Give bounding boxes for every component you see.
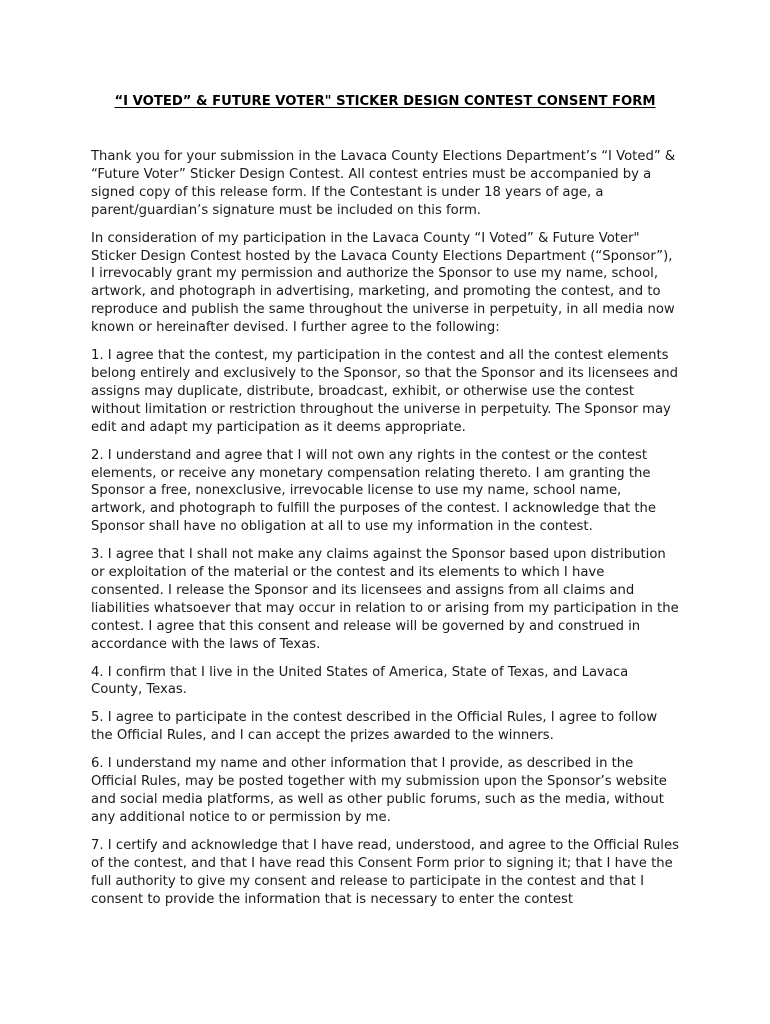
- form-body: [91, 148, 680, 918]
- clause-5-paragraph: 5. I agree to participate in the contest described in the Official Rules, I agree to follow the Official Rules, and I can accept the prizes awarded to the winners.: [91, 710, 658, 744]
- clause-3-paragraph: 3. I agree that I shall not make any claims against the Sponsor based upon distribution or exploitation of the material or the contest and its elements to which I have consented. I release the Sponsor and its licensees and assigns from all claims and liabilities whatsoever that may occur in relation to or arising from my participation in the contest. I agree that this consent and release will be governed by and construed in accordance with the laws of Texas.: [91, 547, 679, 652]
- form-title: “I VOTED” & FUTURE VOTER" STICKER DESIGN CONTEST CONSENT FORM: [114, 94, 656, 109]
- clause-7-paragraph: 7. I certify and acknowledge that I have read, understood, and agree to the Official Rules of the contest, and that I have read this Consent Form prior to signing it; that I have the full authority to give my consent and release to participate in the contest and that I consent to provide the information that is necessary to enter the contest: [91, 837, 679, 907]
- clause-4-paragraph: 4. I confirm that I live in the United States of America, State of Texas, and Lavaca County, Texas.: [91, 664, 629, 698]
- intro-paragraph: Thank you for your submission in the Lavaca County Elections Department’s “I Voted” & “Future Voter” Sticker Design Contest. All contest entries must be accompanied by a signed copy of this release form. If the Contestant is under 18 years of age, a parent/guardian’s signature must be included on this form.: [91, 149, 676, 218]
- clause-1-paragraph: 1. I agree that the contest, my participation in the contest and all the contest elements belong entirely and exclusively to the Sponsor, so that the Sponsor and its licensees and assigns may duplicate, distribute, broadcast, exhibit, or otherwise use the contest without limitation or restriction throughout the universe in perpetuity. The Sponsor may edit and adapt my participation as it deems appropriate.: [91, 348, 678, 435]
- consideration-paragraph: In consideration of my participation in the Lavaca County “I Voted” & Future Voter" Sticker Design Contest hosted by the Lavaca County Elections Department (“Sponsor”), I irrevocably grant my permission and authorize the Sponsor to use my name, school, artwork, and photograph in advertising, marketing, and promoting the contest, and to reproduce and publish the same throughout the universe in perpetuity, in all media now known or hereinafter devised. I further agree to the following:: [91, 230, 675, 336]
- clause-6-paragraph: 6. I understand my name and other information that I provide, as described in the Official Rules, may be posted together with my submission upon the Sponsor’s website and social media platforms, as well as other public forums, such as the media, without any additional notice to or permission by me.: [91, 756, 667, 825]
- clause-2-paragraph: 2. I understand and agree that I will not own any rights in the contest or the contest elements, or receive any monetary compensation relating thereto. I am granting the Sponsor a free, nonexclusive, irrevocable license to use my name, school name, artwork, and photograph to fulfill the purposes of the contest. I acknowledge that the Sponsor shall have no obligation at all to use my information in the contest.: [91, 447, 657, 535]
